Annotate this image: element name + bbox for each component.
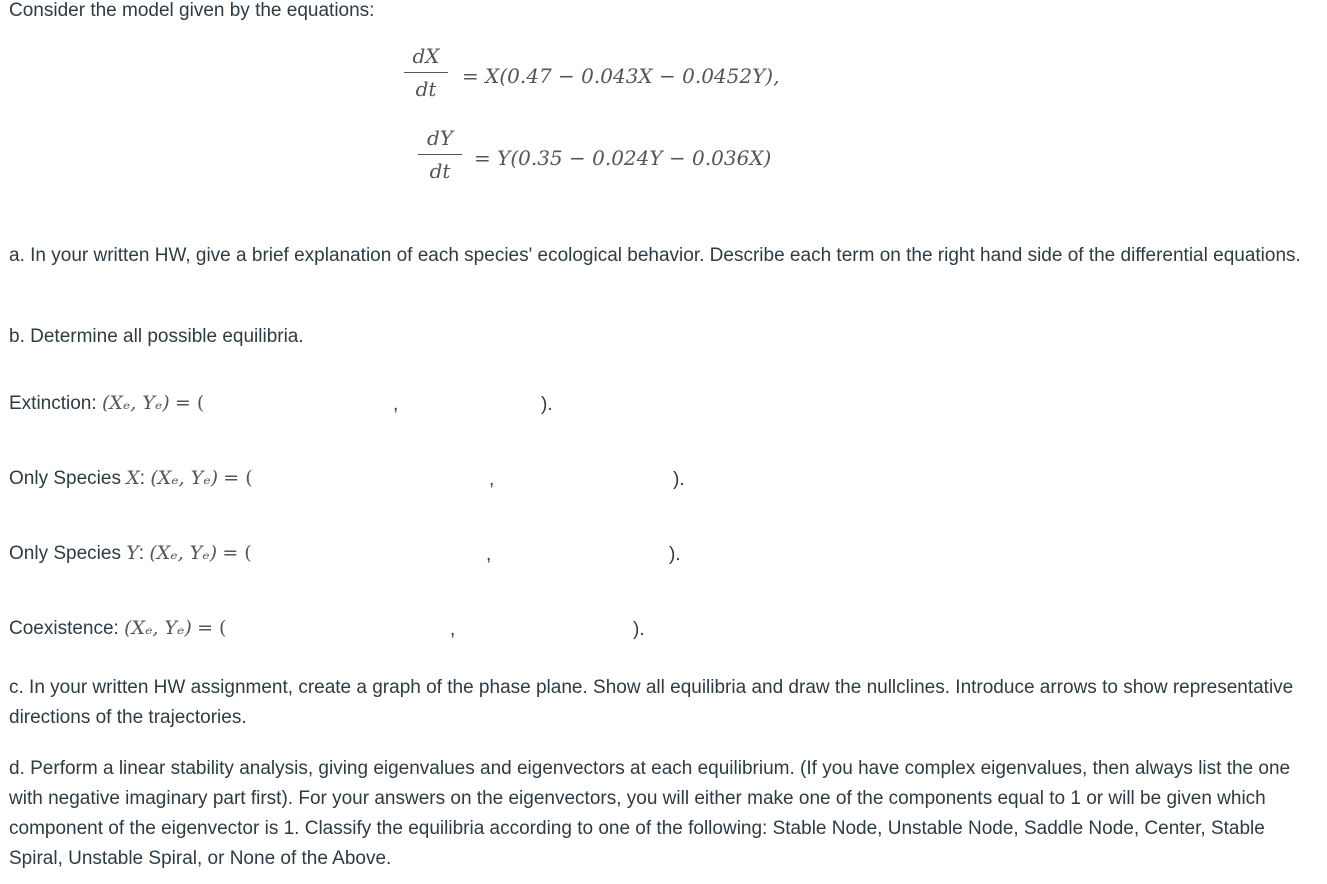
equals-open: = (	[174, 392, 205, 414]
part-b-text: b. Determine all possible equilibria.	[9, 326, 304, 347]
close-paren: ).	[673, 469, 685, 490]
only-y-x-input[interactable]	[324, 540, 483, 568]
equals-open: = (	[222, 542, 252, 564]
close-paren: ).	[541, 394, 553, 415]
only-x-x-input[interactable]	[326, 465, 485, 493]
equation-rhs: = X(0.47 − 0.043X − 0.0452Y),	[462, 64, 780, 88]
denominator: dt	[429, 159, 451, 183]
extinction-y-input[interactable]	[405, 390, 539, 418]
equals-open: = (	[223, 467, 253, 489]
equilibrium-math: (Xₑ, Yₑ)	[150, 467, 219, 489]
equals-open: = (	[197, 617, 227, 639]
close-paren: ).	[633, 619, 645, 640]
equilibrium-coexistence	[9, 617, 226, 640]
comma: ,	[450, 619, 456, 640]
equilibrium-only-y: Only Species Y: (Xₑ, Yₑ) = (	[9, 542, 252, 564]
equilibrium-extinction	[9, 392, 204, 415]
intro-text: Consider the model given by the equations:	[9, 0, 375, 21]
equilibrium-label: Only Species	[9, 468, 127, 489]
comma: ,	[489, 469, 495, 490]
only-y-y-input[interactable]	[497, 540, 666, 568]
numerator: dX	[412, 44, 440, 68]
comma: ,	[486, 544, 492, 565]
equilibrium-label: Extinction:	[9, 393, 102, 414]
fraction-bar	[418, 154, 462, 155]
species-name: Y	[126, 542, 139, 564]
equilibrium-label: Only Species	[9, 543, 127, 564]
part-a-text: a. In your written HW, give a brief explanation of each species' ecological behavior. Describe each term on the right hand side of the differential equations.	[9, 245, 1301, 266]
fraction-dy-dt	[418, 126, 462, 183]
equilibrium-label: Coexistence:	[9, 618, 125, 639]
part-c-text: c. In your written HW assignment, create a graph of the phase plane. Show all equilibria and draw the nullclines. Introduce arrows to show representative directions of the trajectories.	[9, 677, 1294, 728]
extinction-x-input[interactable]	[262, 390, 391, 418]
comma: ,	[393, 394, 399, 415]
equilibrium-math: (Xₑ, Yₑ)	[124, 617, 192, 639]
part-d-text: d. Perform a linear stability analysis, giving eigenvalues and eigenvectors at each equilibrium. (If you have complex eigenvalues, then always list the one with negative imaginary part first). For your answers on the eigenvectors, you will either make one of the components equal to 1 or will be given which component of the eigenvector is 1. Classify the equilibria according to one of the following: Stable Node, Unstable Node, Saddle Node, Center, Stable Spiral, Unstable Spiral, or None of the Above.	[9, 758, 1291, 869]
equilibrium-math: (Xₑ, Yₑ)	[149, 542, 218, 564]
numerator: dY	[426, 126, 453, 150]
close-paren: ).	[669, 544, 681, 565]
fraction-dx-dt	[404, 44, 448, 101]
denominator: dt	[415, 77, 437, 101]
only-x-y-input[interactable]	[500, 465, 669, 493]
equation-rhs: = Y(0.35 − 0.024Y − 0.036X)	[474, 146, 772, 170]
coexistence-y-input[interactable]	[462, 615, 631, 643]
equilibrium-math: (Xₑ, Yₑ)	[101, 392, 170, 414]
species-name: X	[126, 467, 140, 489]
coexistence-x-input[interactable]	[287, 615, 446, 643]
equilibrium-only-x: Only Species X: (Xₑ, Yₑ) = (	[9, 467, 253, 489]
fraction-bar	[404, 72, 448, 73]
